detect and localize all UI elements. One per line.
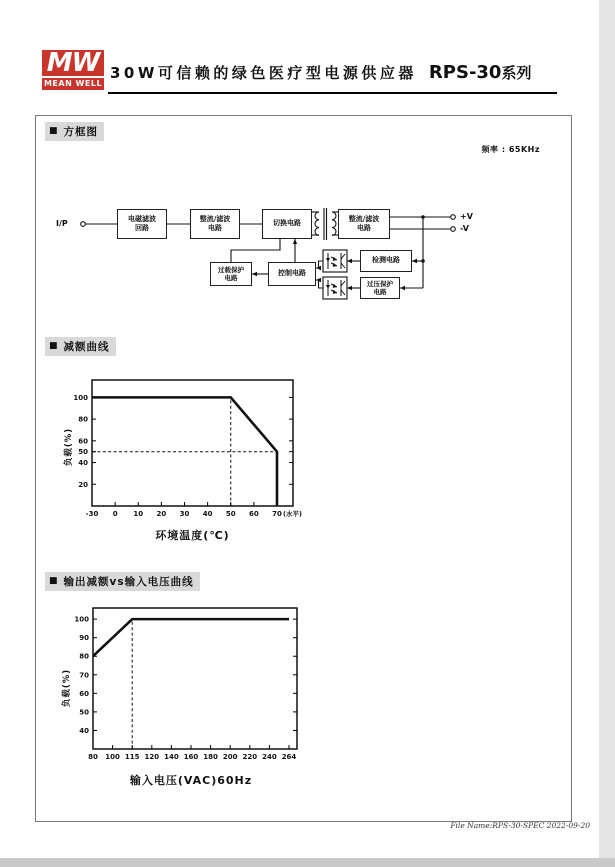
y-tick-label: 70 bbox=[79, 671, 89, 680]
x-tick-label: 20 bbox=[156, 510, 167, 518]
block-diagram-wiring bbox=[40, 180, 555, 312]
x-tick-label: 180 bbox=[203, 753, 218, 761]
x-tick-label: 40 bbox=[202, 510, 213, 518]
x-tick-label: 100 bbox=[105, 753, 120, 761]
derating-chart-svg bbox=[60, 372, 360, 524]
derating-ylabel: 负载(%) bbox=[64, 427, 74, 467]
x-tick-label: 30 bbox=[179, 510, 190, 518]
x-tick-label: 0 bbox=[112, 510, 118, 518]
block-rectifier-filter-output: 整流/滤波 电路 bbox=[338, 209, 390, 239]
frequency-note: 频率 : 65KHz bbox=[481, 145, 540, 154]
page-margin-bottom bbox=[0, 858, 615, 867]
title-model-group bbox=[429, 62, 532, 83]
page-margin-right bbox=[599, 0, 615, 867]
logo-mw-text: MW bbox=[46, 48, 100, 78]
title-series: 系列 bbox=[501, 64, 532, 82]
square-bullet-icon: ■ bbox=[49, 576, 59, 586]
section-heading-label: 减额曲线 bbox=[63, 341, 110, 353]
title-model: RPS-30 bbox=[428, 62, 502, 83]
title-chinese: 30W可信赖的绿色医疗型电源供应器 bbox=[110, 64, 417, 82]
square-bullet-icon: ■ bbox=[49, 341, 59, 351]
axis-box bbox=[93, 608, 297, 749]
page-title bbox=[110, 62, 531, 83]
title-underline bbox=[108, 92, 557, 94]
x-axis-suffix-label: (水平) bbox=[283, 510, 302, 518]
block-overvoltage-protection: 过压保护 电路 bbox=[360, 277, 400, 299]
derating-xlabel: 环境温度(℃) bbox=[155, 529, 230, 542]
vin-ylabel: 负载(%) bbox=[62, 668, 72, 708]
output-neg-label: -V bbox=[460, 224, 469, 233]
vin-xlabel: 输入电压(VAC)60Hz bbox=[129, 774, 253, 787]
y-tick-label: 80 bbox=[79, 652, 89, 661]
input-label: I/P bbox=[56, 219, 68, 228]
block-rectifier-filter-input: 整流/滤波 电路 bbox=[190, 209, 240, 239]
meanwell-logo bbox=[42, 50, 104, 90]
block-diagram bbox=[40, 180, 555, 312]
vin-derating-chart-svg bbox=[60, 602, 360, 764]
block-overload-protection: 过载保护 电路 bbox=[210, 262, 252, 286]
y-tick-label: 80 bbox=[78, 415, 88, 424]
block-detection-circuit: 检测电路 bbox=[360, 250, 412, 272]
x-tick-label: 50 bbox=[225, 510, 236, 518]
block-switching-circuit: 切换电路 bbox=[262, 209, 312, 239]
input-terminal bbox=[81, 222, 86, 227]
axis-box bbox=[92, 380, 293, 506]
vin-derating-chart bbox=[60, 600, 360, 800]
x-tick-label: -30 bbox=[85, 510, 99, 518]
block-emi-filter: 电磁滤波 回路 bbox=[117, 209, 167, 239]
y-tick-label: 60 bbox=[79, 689, 89, 698]
section-heading-block-diagram bbox=[45, 122, 104, 141]
x-tick-label: 160 bbox=[183, 753, 199, 761]
section-heading-label: 方框图 bbox=[63, 126, 99, 138]
y-tick-label: 20 bbox=[78, 480, 88, 489]
x-tick-label: 140 bbox=[164, 753, 179, 761]
x-tick-label: 80 bbox=[88, 753, 98, 761]
optocoupler-icon bbox=[323, 250, 347, 272]
output-pos-label: +V bbox=[460, 212, 473, 221]
logo-brand-text: MEAN WELL bbox=[42, 76, 104, 90]
y-tick-label: 60 bbox=[78, 437, 88, 446]
section-heading-vin-derating bbox=[45, 572, 200, 591]
data-curve bbox=[93, 619, 289, 656]
footer-file-info: File Name:RPS-30-SPEC 2022-09-20 bbox=[450, 821, 590, 830]
section-heading-derating bbox=[45, 337, 116, 356]
y-tick-label: 40 bbox=[78, 459, 88, 468]
x-tick-label: 120 bbox=[144, 753, 160, 761]
x-tick-label: 10 bbox=[133, 510, 144, 518]
transformer-icon bbox=[312, 208, 338, 240]
x-tick-label: 60 bbox=[249, 510, 259, 518]
optocoupler-icon bbox=[323, 277, 347, 299]
x-tick-label: 240 bbox=[262, 753, 277, 761]
y-tick-label: 50 bbox=[78, 448, 88, 457]
block-control-circuit: 控制电路 bbox=[268, 262, 316, 286]
section-heading-label: 输出减额vs输入电压曲线 bbox=[63, 576, 194, 588]
x-tick-label: 70 bbox=[272, 510, 282, 518]
output-pos-terminal bbox=[451, 215, 456, 220]
y-tick-label: 40 bbox=[79, 726, 89, 735]
square-bullet-icon: ■ bbox=[49, 126, 59, 136]
y-tick-label: 100 bbox=[74, 615, 89, 624]
y-tick-label: 50 bbox=[79, 708, 89, 717]
y-tick-label: 100 bbox=[73, 393, 88, 402]
output-neg-terminal bbox=[451, 227, 456, 232]
x-tick-label: 200 bbox=[222, 753, 238, 761]
y-tick-label: 90 bbox=[79, 634, 89, 643]
derating-chart bbox=[60, 370, 360, 555]
x-tick-label: 115 bbox=[124, 753, 140, 761]
x-tick-label: 264 bbox=[281, 753, 297, 761]
x-tick-label: 220 bbox=[242, 753, 258, 761]
